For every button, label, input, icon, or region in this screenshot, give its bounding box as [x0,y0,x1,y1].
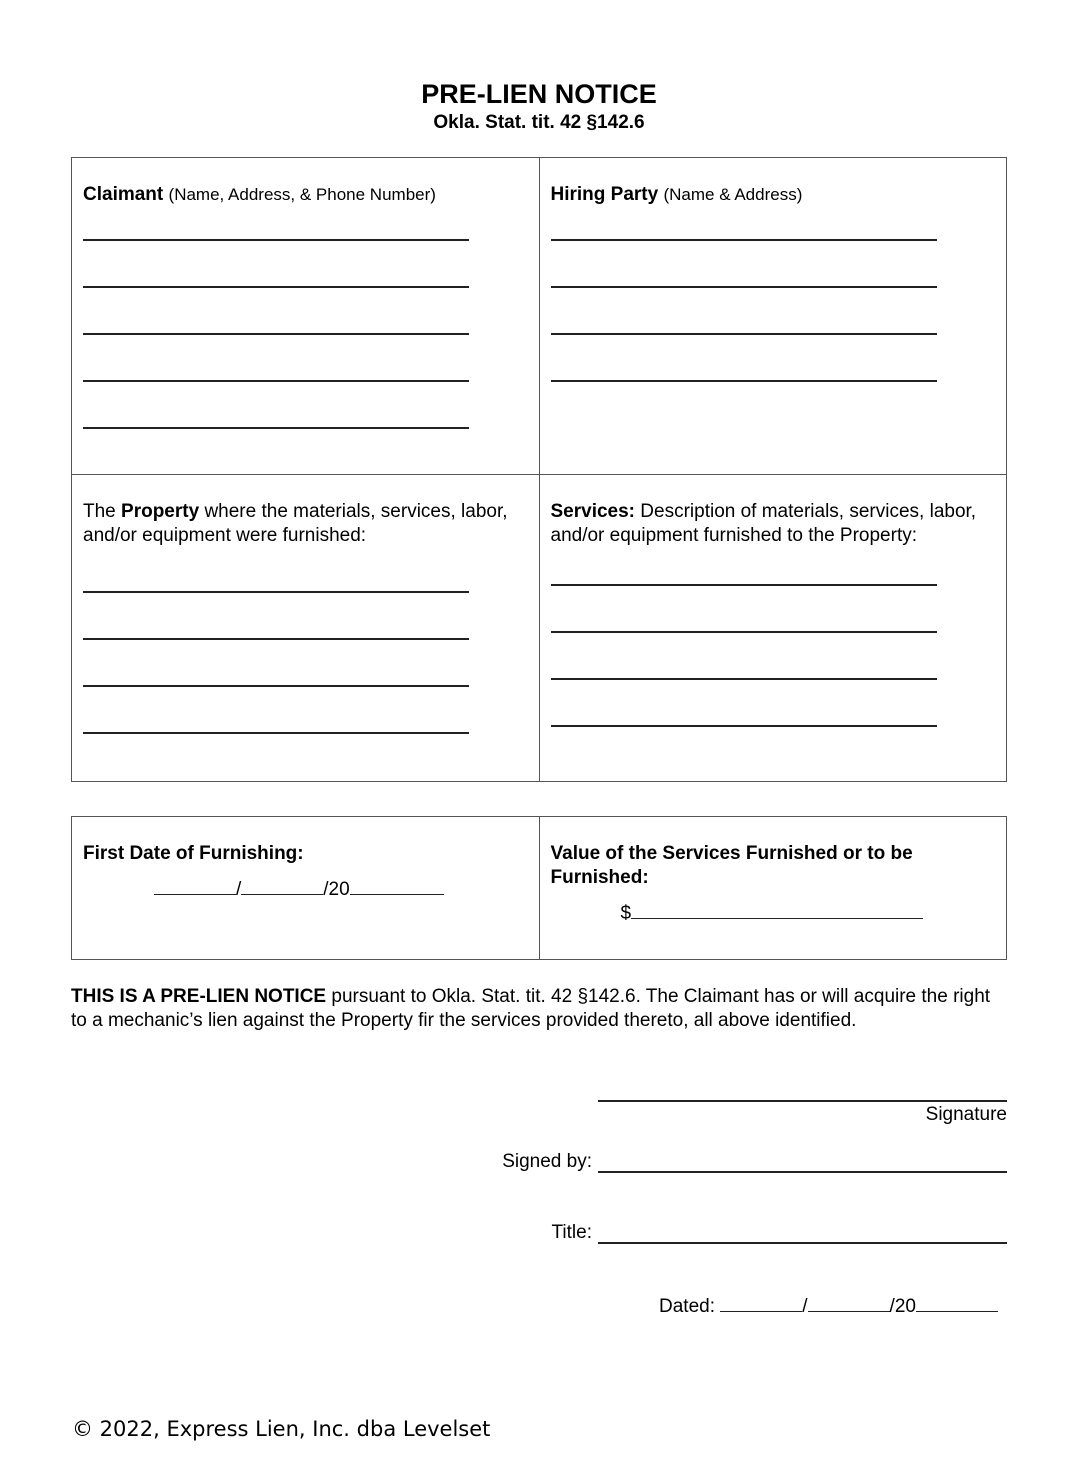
signature-line[interactable] [598,1100,1007,1102]
claimant-line-2[interactable] [83,286,469,288]
hiring-party-label [551,183,996,207]
hiring-party-cell [539,158,1007,475]
first-date-year-blank[interactable] [350,876,444,895]
signed-by-label: Signed by: [502,1151,592,1172]
first-date-month-blank[interactable] [154,876,236,895]
services-line-1[interactable] [551,584,937,586]
property-label-bold: Property [121,501,200,522]
property-cell [72,475,540,782]
dated-label: Dated: [659,1296,715,1317]
dated-field [659,1293,998,1318]
value-field [621,900,996,926]
services-label-bold: Services: [550,501,636,522]
signed-by-line[interactable] [598,1171,1007,1173]
first-date-field [154,876,528,902]
hiring-party-line-3[interactable] [551,333,937,335]
claimant-label [83,183,528,207]
first-date-cell [72,817,540,960]
notice-text: pursuant to Okla. Stat. tit. 42 §142.6. The Claimant has or will acquire the right to a mechanic’s lien against the Property fir the services provided thereto, all above identified. [71,986,991,1031]
statute-subtitle: Okla. Stat. tit. 42 §142.6 [433,112,645,133]
property-line-1[interactable] [83,591,469,593]
property-line-3[interactable] [83,685,469,687]
signature-label: Signature [925,1104,1007,1125]
value-amount-blank[interactable] [631,900,923,919]
services-line-4[interactable] [551,725,937,727]
property-line-2[interactable] [83,638,469,640]
services-cell [539,475,1007,782]
first-date-day-blank[interactable] [241,876,323,895]
property-line-4[interactable] [83,732,469,734]
hiring-party-label-note: (Name & Address) [663,185,803,204]
dated-sep-1: / [802,1296,808,1317]
hiring-party-line-2[interactable] [551,286,937,288]
dated-month-blank[interactable] [720,1293,802,1312]
services-label-suffix: Description of materials, services, labor, and/or equipment furnished to the Property: [550,501,977,546]
claimant-cell [72,158,540,475]
first-date-sep-2: /20 [323,879,350,900]
claimant-line-1[interactable] [83,239,469,241]
furnishing-table [71,816,1007,960]
claimant-line-4[interactable] [83,380,469,382]
first-date-label: First Date of Furnishing: [83,843,304,864]
value-cell [539,817,1007,960]
services-label [551,500,996,548]
services-line-2[interactable] [551,631,937,633]
notice-bold: THIS IS A PRE-LIEN NOTICE [71,986,327,1007]
title-label: Title: [551,1222,592,1243]
copyright-footer: © 2022, Express Lien, Inc. dba Levelset [72,1417,491,1441]
services-line-3[interactable] [551,678,937,680]
notice-paragraph [71,985,1011,1033]
first-date-sep-1: / [236,879,242,900]
claimant-label-bold: Claimant [83,184,164,205]
hiring-party-line-1[interactable] [551,239,937,241]
currency-symbol: $ [620,903,632,924]
property-label [83,500,528,548]
hiring-party-line-4[interactable] [551,380,937,382]
property-label-suffix: where the materials, services, labor, and/or equipment were furnished: [83,501,508,546]
parties-table [71,157,1007,782]
claimant-line-3[interactable] [83,333,469,335]
claimant-line-5[interactable] [83,427,469,429]
page-title: PRE-LIEN NOTICE [421,79,657,109]
dated-sep-2: /20 [889,1296,916,1317]
hiring-party-label-bold: Hiring Party [550,184,659,205]
property-label-prefix: The [83,501,122,522]
title-line[interactable] [598,1242,1007,1244]
dated-year-blank[interactable] [916,1293,998,1312]
dated-day-blank[interactable] [808,1293,890,1312]
value-label: Value of the Services Furnished or to be Furnished: [550,843,913,888]
claimant-label-note: (Name, Address, & Phone Number) [168,185,436,204]
